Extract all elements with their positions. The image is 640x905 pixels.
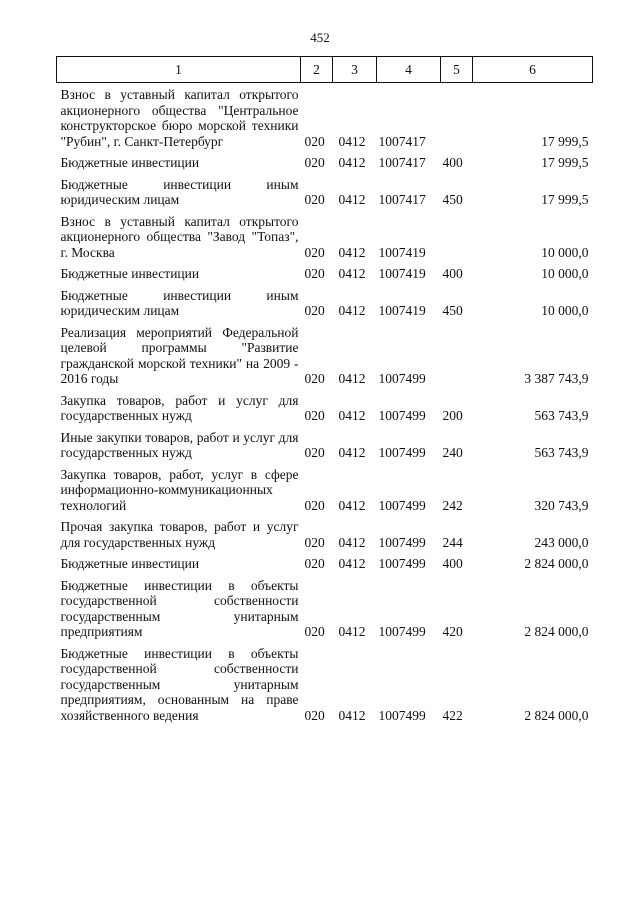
budget-table	[56, 56, 593, 723]
row-code-2: 020	[304, 192, 325, 207]
row-code-5	[441, 83, 473, 150]
row-name: Взнос в уставный капитал открытого акционерного общества "Завод "Топаз", г. Москва	[60, 213, 299, 260]
row-amount: 17 999,5	[541, 133, 589, 149]
row-code-2: 020	[304, 371, 325, 386]
table-row	[57, 424, 593, 461]
row-amount: 563 743,9	[534, 445, 589, 460]
row-code-4: 1007499	[378, 556, 426, 571]
row-code-5: 422	[442, 707, 463, 723]
header-col-6: 6	[473, 57, 593, 83]
row-name: Закупка товаров, работ и услуг для государственных нужд	[60, 392, 299, 423]
table-row	[57, 387, 593, 424]
row-name: Бюджетные инвестиции иным юридическим лицам	[60, 287, 299, 318]
table-row	[57, 171, 593, 208]
row-amount: 2 824 000,0	[524, 624, 589, 639]
row-code-3: 0412	[338, 371, 366, 386]
row-name: Прочая закупка товаров, работ и услуг для государственных нужд	[60, 519, 299, 550]
row-code-3: 0412	[338, 133, 366, 149]
row-code-5: 400	[442, 155, 463, 170]
row-code-5: 244	[442, 534, 463, 550]
table-row	[57, 282, 593, 319]
row-code-5: 450	[442, 192, 463, 207]
row-name: Бюджетные инвестиции	[60, 155, 200, 170]
row-code-2: 020	[304, 133, 325, 149]
row-code-2: 020	[304, 303, 325, 318]
row-code-5: 400	[442, 266, 463, 281]
row-code-2: 020	[304, 534, 325, 550]
header-row	[57, 57, 593, 83]
row-amount: 2 824 000,0	[524, 707, 589, 723]
row-code-4: 1007419	[378, 244, 426, 260]
row-name: Бюджетные инвестиции в объекты государственной собственности государственным унитарным предприятиям, основанным на праве хозяйственного ведения	[60, 645, 299, 723]
page-number: 452	[310, 30, 330, 45]
row-code-4: 1007499	[378, 371, 426, 386]
row-code-4: 1007499	[378, 534, 426, 550]
row-code-4: 1007499	[378, 408, 426, 423]
row-amount: 3 387 743,9	[524, 371, 589, 386]
table-row	[57, 83, 593, 150]
row-code-5	[441, 208, 473, 261]
row-code-2: 020	[304, 497, 325, 513]
header-col-2: 2	[301, 57, 333, 83]
row-name: Взнос в уставный капитал открытого акционерного общества "Центральное конструкторское бюро морской техники "Рубин", г. Санкт-Петербург	[60, 87, 299, 149]
table-row	[57, 640, 593, 724]
row-name: Реализация мероприятий Федеральной целевой программы "Развитие гражданской морской техники" на 2009 - 2016 годы	[60, 324, 299, 386]
row-code-5: 200	[442, 408, 463, 423]
row-amount: 10 000,0	[541, 303, 589, 318]
row-code-3: 0412	[338, 707, 366, 723]
row-code-2: 020	[304, 624, 325, 639]
table-row	[57, 319, 593, 387]
header-col-3: 3	[333, 57, 377, 83]
row-code-4: 1007499	[378, 624, 426, 639]
row-code-3: 0412	[338, 192, 366, 207]
row-code-3: 0412	[338, 556, 366, 571]
table-row	[57, 550, 593, 572]
row-name: Закупка товаров, работ, услуг в сфере информационно-коммуникационных технологий	[60, 466, 299, 513]
table-header	[57, 57, 593, 83]
table-row	[57, 208, 593, 261]
row-amount: 2 824 000,0	[524, 556, 589, 571]
row-amount: 563 743,9	[534, 408, 589, 423]
row-code-2: 020	[304, 266, 325, 281]
row-code-5: 240	[442, 445, 463, 460]
row-name: Иные закупки товаров, работ и услуг для государственных нужд	[60, 429, 299, 460]
row-name: Бюджетные инвестиции иным юридическим лицам	[60, 176, 299, 207]
row-code-2: 020	[304, 408, 325, 423]
row-code-3: 0412	[338, 408, 366, 423]
row-code-4: 1007499	[378, 707, 426, 723]
row-amount: 320 743,9	[534, 497, 589, 513]
row-amount: 17 999,5	[541, 192, 589, 207]
row-code-4: 1007417	[378, 155, 426, 170]
row-code-4: 1007499	[378, 497, 426, 513]
row-code-4: 1007417	[378, 192, 426, 207]
row-code-2: 020	[304, 556, 325, 571]
row-amount: 10 000,0	[541, 244, 589, 260]
row-name: Бюджетные инвестиции	[60, 556, 200, 571]
row-code-3: 0412	[338, 624, 366, 639]
row-amount: 10 000,0	[541, 266, 589, 281]
row-code-5: 242	[442, 497, 463, 513]
table-row	[57, 461, 593, 514]
row-amount: 17 999,5	[541, 155, 589, 170]
row-code-2: 020	[304, 244, 325, 260]
row-code-3: 0412	[338, 244, 366, 260]
row-code-5: 420	[442, 624, 463, 639]
row-code-4: 1007419	[378, 266, 426, 281]
table-row	[57, 260, 593, 282]
row-code-3: 0412	[338, 445, 366, 460]
row-code-2: 020	[304, 155, 325, 170]
row-code-5	[441, 319, 473, 387]
table-row	[57, 513, 593, 550]
row-code-5: 400	[442, 556, 463, 571]
row-code-4: 1007417	[378, 133, 426, 149]
row-name: Бюджетные инвестиции в объекты государственной собственности государственным унитарным предприятиям	[60, 577, 299, 639]
row-code-2: 020	[304, 445, 325, 460]
row-name: Бюджетные инвестиции	[60, 266, 200, 281]
row-code-4: 1007499	[378, 445, 426, 460]
header-col-4: 4	[377, 57, 441, 83]
table-row	[57, 149, 593, 171]
table-body	[57, 83, 593, 724]
table-row	[57, 572, 593, 640]
row-code-3: 0412	[338, 266, 366, 281]
row-code-5: 450	[442, 303, 463, 318]
row-code-2: 020	[304, 707, 325, 723]
row-amount: 243 000,0	[534, 534, 589, 550]
row-code-4: 1007419	[378, 303, 426, 318]
row-code-3: 0412	[338, 303, 366, 318]
header-col-1: 1	[57, 57, 301, 83]
header-col-5: 5	[441, 57, 473, 83]
row-code-3: 0412	[338, 155, 366, 170]
row-code-3: 0412	[338, 497, 366, 513]
row-code-3: 0412	[338, 534, 366, 550]
